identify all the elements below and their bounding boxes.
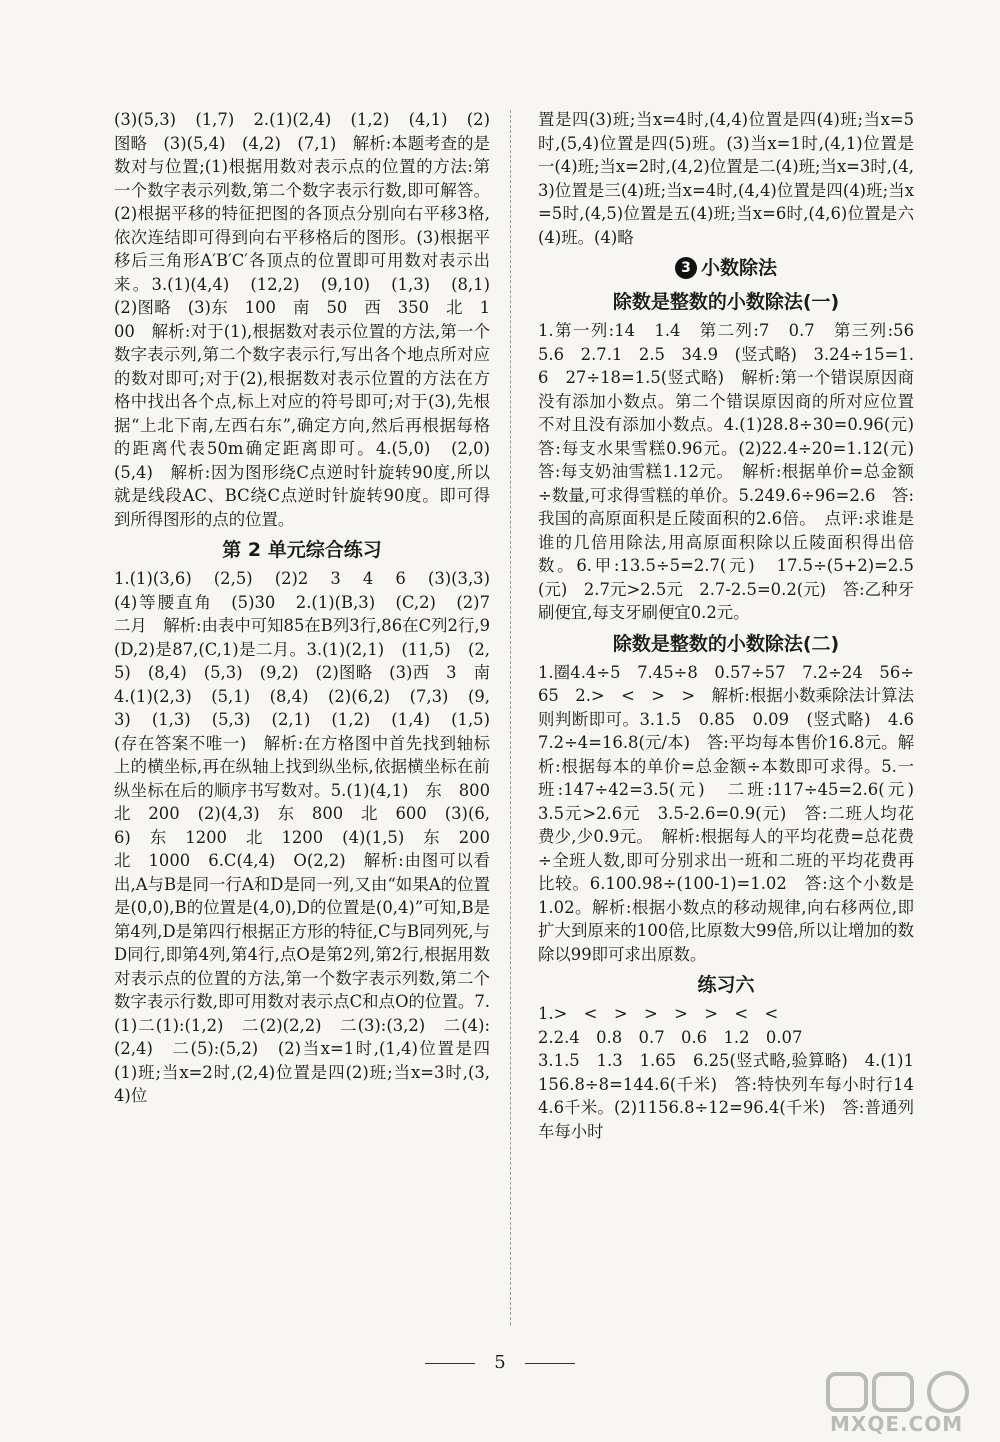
section-heading: 练习六	[697, 974, 755, 996]
footer-dash	[525, 1363, 575, 1364]
answer-paragraph: 1.第一列:14 1.4 第二列:7 0.7 第三列:56 5.6 2.7.1 2.5 34.9 (竖式略) 3.24÷15=1.6 27÷18=1.5(竖式略) 解析:第一个错误原因商没有添加小数点。第二个错误原因商的所对应位置不对且没有添加小数点。4.(1)28.8÷30=0.96(元) 答:每支水果雪糕0.96元。(2)22.4÷20=1.12(元) 答:每支奶油雪糕1.12元。 解析:根据单价=总金额÷数量,可求得雪糕的单价。5.249.6÷96=2.6 答:我国的高原面积是丘陵面积的2.6倍。 点评:求谁是谁的几倍用除法,用高原面积除以丘陵面积得出倍数。6.甲:13.5÷5=2.7(元) 17.5÷(5+2)=2.5(元) 2.7元>2.5元 2.7-2.5=0.2(元) 答:乙种牙刷便宜,每支牙刷便宜0.2元。	[538, 321, 931, 622]
unit-heading	[538, 253, 914, 283]
answer-paragraph: (3)(5,3) (1,7) 2.(1)(2,4) (1,2) (4,1) (2)图略 (3)(5,4) (4,2) (7,1) 解析:本题考查的是数对与位置;(1)根据用数对表示点的位置的方法:第一个数字表示列数,第二个数字表示行数,即可解答。(2)根据平移的特征把图的各顶点分别向右平移3格,依次连结即可得到向右平移格后的图形。(3)根据平移后三角形A′B′C′各顶点的位置即可用数对表示出来。3.(1)(4,4) (12,2) (9,10) (1,3) (8,1) (2)图略 (3)东 100 南 50 西 350 北 100 解析:对于(1),根据数对表示位置的方法,第一个数字表示列,第二个数字表示行,写出各个地点所对应的数对即可;对于(2),根据数对表示位置的方法在方格中找出各个点,标上对应的符号即可;对于(3),先根据“上北下南,左西右东”,确定方向,然后再根据每格的距离代表50m确定距离即可。4.(5,0) (2,0) (5,4) 解析:因为图形绕C点逆时针旋转90度,所以就是线段AC、BC绕C点逆时针旋转90度。即可得到所得图形的点的位置。	[114, 110, 507, 529]
section-heading: 第 2 单元综合练习	[222, 539, 382, 561]
unit-number-badge: 3	[675, 257, 697, 279]
page-number: 5	[494, 1352, 506, 1373]
answer-line: 1.> < > > > > < <	[538, 1004, 779, 1023]
watermark-icon	[808, 1370, 994, 1416]
left-column	[114, 108, 507, 1108]
answer-line: 2.2.4 0.8 0.7 0.6 1.2 0.07	[538, 1027, 803, 1047]
answer-paragraph: 3.1.5 1.3 1.65 6.25(竖式略,验算略) 4.(1)1156.8÷8=144.6(千米) 答:特快列车每小时行144.6千米。(2)1156.8÷12=96.4(千米) 答:普通列车每小时	[538, 1051, 914, 1141]
unit-title: 小数除法	[700, 257, 777, 279]
watermark-logo	[808, 1370, 994, 1438]
answer-paragraph: 1.圈4.4÷5 7.45÷8 0.57÷57 7.2÷24 56÷65 2.> < > > 解析:根据小数乘除法计算法则判断即可。3.1.5 0.85 0.09 (竖式略) 4.67.2÷4=16.8(元/本) 答:平均每本售价16.8元。解析:根据每本的单价=总金额÷本数即可求得。5.一班:147÷42=3.5(元) 二班:117÷45=2.6(元) 3.5元>2.6元 3.5-2.6=0.9(元) 答:二班人均花费少,少0.9元。 解析:根据每人的平均花费=总花费÷全班人数,即可分别求出一班和二班的平均花费再比较。6.100.98÷(100-1)=1.02 答:这个小数是1.02。解析:根据小数点的移动规律,向右移两位,即扩大到原来的100倍,比原数大99倍,所以让增加的数除以99即可求出原数。	[538, 662, 931, 964]
answer-paragraph: 1.(1)(3,6) (2,5) (2)2 3 4 6 (3)(3,3) (4)等腰直角 (5)30 2.(1)(B,3) (C,2) (2)7 二月 解析:由表中可知85在B列3行,86在C列2行,9(D,2)是87,(C,1)是二月。3.(1)(2,1) (11,5) (2,5) (8,4) (5,3) (9,2) (2)图略 (3)西 3 南 4.(1)(2,3) (5,1) (8,4) (2)(6,2) (7,3) (9,3) (1,3) (5,3) (2,1) (1,2) (1,4) (1,5) (存在答案不唯一) 解析:在方格图中首先找到轴标上的横坐标,再在纵轴上找到纵坐标,依据横坐标在前纵坐标在后的顺序书写数对。5.(1)(4,1) 东 800 北 200 (2)(4,3) 东 800 北 600 (3)(6,6) 东 1200 北 1200 (4)(1,5) 东 200 北 1000 6.C(4,4) O(2,2) 解析:由图可以看出,A与B是同一行A和D是同一列,又由“如果A的位置是(0,0),B的位置是(4,0),D的位置是(0,4)”可知,B是第4列,D是第四行根据正方形的特征,C与B同列死,与D同行,即第4列,第4行,点O是第2列,第2行,根据用数对表示点的位置的方法,第一个数字表示列数,第二个数字表示行数,即可用数对表示点C和点O的位置。7.(1)二(1):(1,2) 二(2)(2,2) 二(3):(3,2) 二(4):(2,4) 二(5):(5,2) (2)当x=1时,(1,4)位置是四(1)班;当x=2时,(2,4)位置是四(2)班;当x=3时,(3,4)位	[114, 569, 507, 1105]
section-heading: 除数是整数的小数除法(一)	[612, 291, 840, 313]
right-column	[538, 108, 931, 1143]
column-divider	[510, 110, 511, 1325]
watermark-text: MXQE.COM	[830, 1412, 964, 1436]
answer-paragraph: 置是四(3)班;当x=4时,(4,4)位置是四(4)班;当x=5时,(5,4)位置是四(5)班。(3)当x=1时,(4,1)位置是一(4)班;当x=2时,(4,2)位置是二(4)班;当x=3时,(4,3)位置是三(4)班;当x=4时,(4,4)位置是四(4)班;当x=5时,(4,5)位置是五(4)班;当x=6时,(4,6)位置是六(4)班。(4)略	[538, 110, 914, 247]
footer-dash	[425, 1363, 475, 1364]
section-heading: 除数是整数的小数除法(二)	[612, 632, 840, 655]
